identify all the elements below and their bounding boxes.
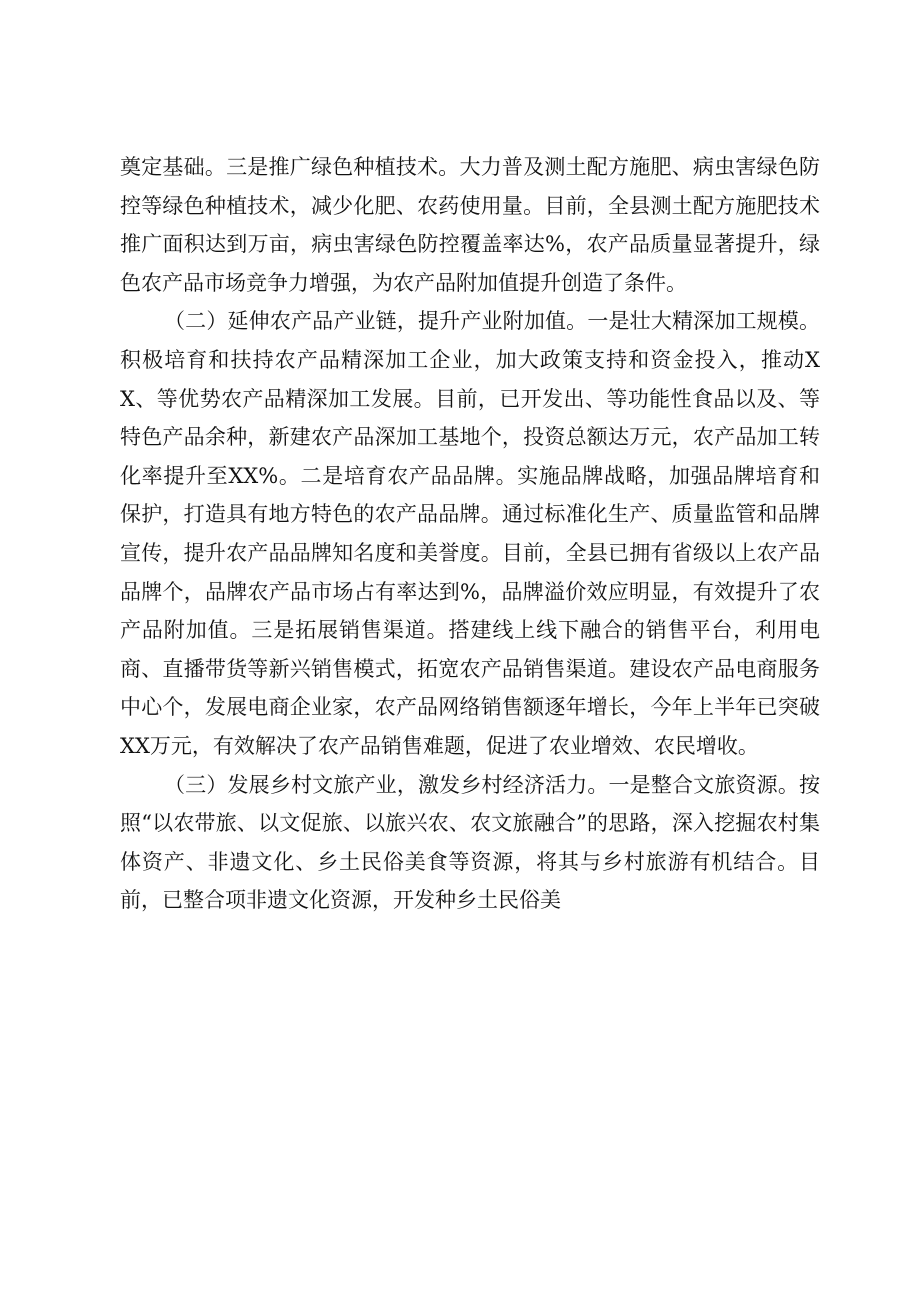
paragraph-2: （二）延伸农产品产业链，提升产业附加值。一是壮大精深加工规模。积极培育和扶持农产品精深加工企业，加大政策支持和资金投入，推动XX、等优势农产品精深加工发展。目前，已开发出、等功能性食品以及、等特色产品余种，新建农产品深加工基地个，投资总额达万元，农产品加工转化率提升至XX%。二是培育农产品品牌。实施品牌战略，加强品牌培育和保护，打造具有地方特色的农产品品牌。通过标准化生产、质量监管和品牌宣传，提升农产品品牌知名度和美誉度。目前，全县已拥有省级以上农产品品牌个，品牌农产品市场占有率达到%，品牌溢价效应明显，有效提升了农产品附加值。三是拓展销售渠道。搭建线上线下融合的销售平台，利用电商、直播带货等新兴销售模式，拓宽农产品销售渠道。建设农产品电商服务中心个，发展电商企业家，农产品网络销售额逐年增长，今年上半年已突破XX万元，有效解决了农产品销售难题，促进了农业增效、农民增收。: [120, 309, 820, 758]
body-text: [120, 148, 820, 920]
paragraph-3: （三）发展乡村文旅产业，激发乡村经济活力。一是整合文旅资源。按照“以农带旅、以文促旅、以旅兴农、农文旅融合”的思路，深入挖掘农村集体资产、非遗文化、乡土民俗美食等资源，将其与乡村旅游有机结合。目前，已整合项非遗文化资源，开发种乡土民俗美: [120, 772, 820, 913]
paragraph-1: 奠定基础。三是推广绿色种植技术。大力普及测土配方施肥、病虫害绿色防控等绿色种植技术，减少化肥、农药使用量。目前，全县测土配方施肥技术推广面积达到万亩，病虫害绿色防控覆盖率达%，农产品质量显著提升，绿色农产品市场竞争力增强，为农产品附加值提升创造了条件。: [120, 155, 820, 295]
